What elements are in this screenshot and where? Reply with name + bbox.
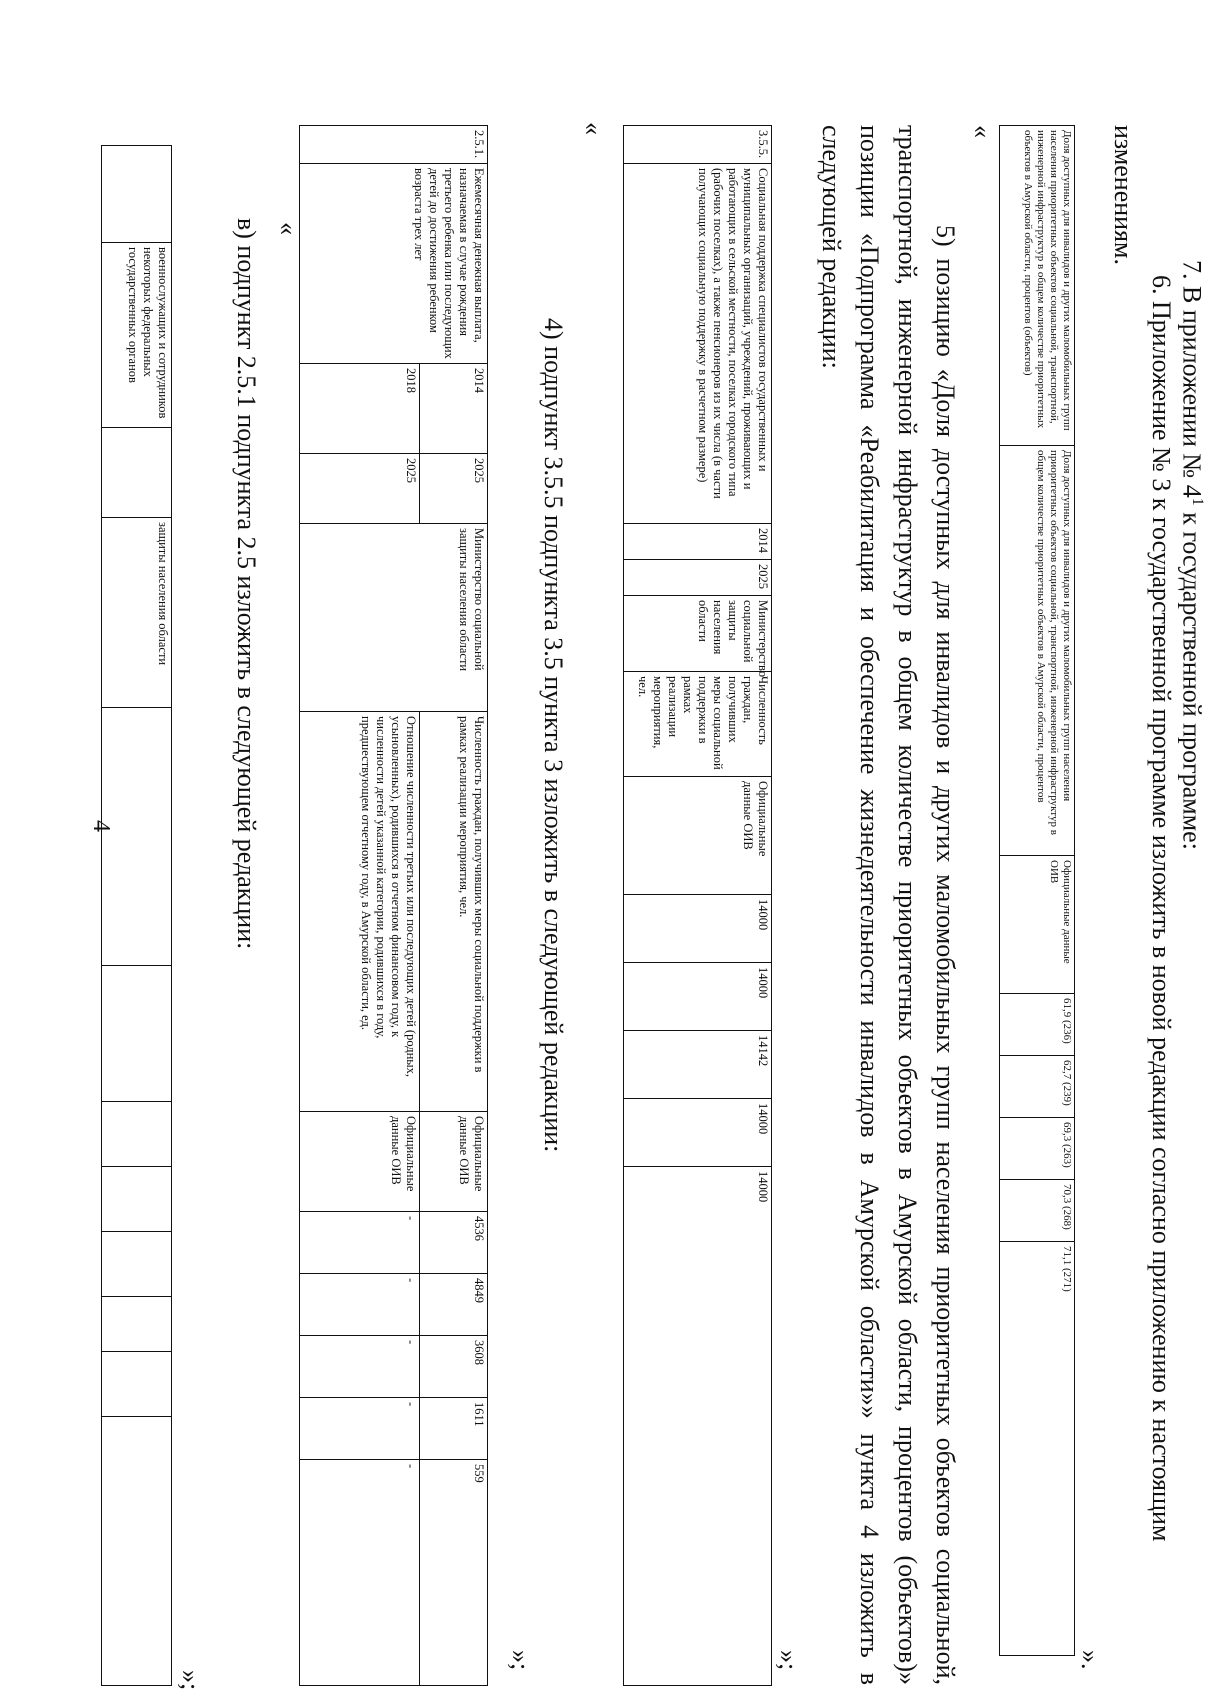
end-mark-251: »; xyxy=(506,1650,535,1671)
item-v-text: в) подпункт 2.5.1 подпункта 2.5 изложить в следующей редакции: xyxy=(232,218,261,950)
item-4-text: 4) подпункт 3.5.5 подпункта 3.5 пункта 3 изложить в следующей редакции: xyxy=(539,318,568,1153)
value: 69,3 (263) xyxy=(1000,1118,1075,1180)
item-5-text xyxy=(812,125,964,1685)
value: 62,7 (239) xyxy=(1000,1056,1075,1118)
value: 61,9 (236) xyxy=(1000,994,1075,1056)
start-year: 2018 xyxy=(300,364,420,454)
value: 559 xyxy=(420,1460,488,1686)
item-5-open-quote: « xyxy=(968,125,997,138)
cell xyxy=(102,1297,172,1352)
item-7-text xyxy=(1172,260,1216,850)
end-mark-top: »; xyxy=(176,1670,205,1691)
indicator: Численность граждан, получивших меры социальной поддержки в рамках реализации мероприятия, чел. xyxy=(420,712,488,1112)
cell xyxy=(102,708,172,966)
end-year: 2025 xyxy=(420,454,488,524)
executor: Министерство социальной защиты населения области xyxy=(624,596,772,672)
cell-personnel: военнослужащих и сотрудников некоторых федеральных государственных органов xyxy=(102,243,172,428)
value: - xyxy=(300,1398,420,1460)
cell xyxy=(102,1417,172,1686)
table-251 xyxy=(299,125,488,1686)
executor: Министерство социальной защиты населения области xyxy=(300,524,488,712)
value: - xyxy=(300,1336,420,1398)
value: - xyxy=(300,1212,420,1274)
item-5-content: 5) позицию «Доля доступных для инвалидов и других маломобильных групп населения приоритетных объектов социальной, транспортной, инженерной инфраструктур в общем количестве приоритетных объектов в Амурской области, процентов (объектов)» позиции «Подпрограмма «Реабилитация и обеспечение жизнедеятельности инвалидов в Амурской области»» пункта 4 изложить в следующей редакции: xyxy=(817,125,960,1685)
value: 4536 xyxy=(420,1212,488,1274)
value: 14000 xyxy=(624,963,772,1031)
cell xyxy=(102,966,172,1102)
end-year: 2025 xyxy=(624,560,772,596)
value: 70,3 (268) xyxy=(1000,1180,1075,1242)
value: - xyxy=(300,1274,420,1336)
start-year: 2014 xyxy=(624,524,772,560)
value: 3608 xyxy=(420,1336,488,1398)
indicator: Отношение численности третьих или последующих детей (родных, усыновленных), родившихся в отчетном финансовом году, к численности детей указанной категории, родившихся в году, предшествующем отчетному году, в Амурской области, ед. xyxy=(300,712,420,1112)
item-v-open-quote: « xyxy=(274,222,303,235)
source: Официальные данные ОИВ xyxy=(624,777,772,895)
value: - xyxy=(300,1460,420,1686)
item-6-text: 6. Приложение № 3 к государственной программе изложить в новой редакции согласно приложению к настоящим изменениям. xyxy=(1109,125,1176,1542)
item-7-before: 7. В приложении № 4 xyxy=(1177,260,1207,498)
end-year: 2025 xyxy=(300,454,420,524)
cell xyxy=(102,146,172,243)
item-4-open-quote: « xyxy=(579,122,608,135)
measure-name: Ежемесячная денежная выплата, назначаемая в случае рождения третьего ребенка или последующих детей до достижения ребенком возраста трех лет xyxy=(300,164,488,364)
end-mark-5: ». xyxy=(1076,1650,1105,1670)
indicator-name: Доля доступных для инвалидов и других маломобильных групп населения приоритетных объектов социальной, транспортной, инженерной инфраструктур в общем количестве приоритетных объектов в Амурской области, процентов xyxy=(1000,446,1075,856)
source: Официальные данные ОИВ xyxy=(300,1112,420,1212)
top-table xyxy=(101,145,172,1686)
indicator-name: Доля доступных для инвалидов и других маломобильных групп населения приоритетных объектов социальной, транспортной, инженерной инфраструктур в общем количестве приоритетных объектов в Амурской области, процентов (объектов) xyxy=(1000,126,1075,446)
value: 71,1 (271) xyxy=(1000,1242,1075,1656)
source: Официальные данные ОИВ xyxy=(1000,856,1075,994)
cell xyxy=(102,1352,172,1417)
end-mark-355: »; xyxy=(774,1650,803,1671)
start-year: 2014 xyxy=(420,364,488,454)
page-number: 4 xyxy=(88,820,114,832)
table-355 xyxy=(623,125,772,1686)
value: 4849 xyxy=(420,1274,488,1336)
row-number: 3.5.5. xyxy=(624,126,772,164)
value: 14000 xyxy=(624,895,772,963)
row-number: 2.5.1. xyxy=(300,126,488,164)
item-7-sup: 1 xyxy=(1189,497,1206,506)
value: 14142 xyxy=(624,1031,772,1099)
source: Официальные данные ОИВ xyxy=(420,1112,488,1212)
value: 14000 xyxy=(624,1099,772,1167)
measure-name: Социальная поддержка специалистов государственных и муниципальных организаций, учреждений, проживающих и работающих в сельской местности, поселках городского типа (рабочих поселках), а также пенсионеров из их числа (в части получающих социальную поддержку в расчетном размере) xyxy=(624,164,772,524)
value: 14000 xyxy=(624,1167,772,1686)
cell xyxy=(102,1232,172,1297)
indicator: Численность граждан, получивших меры социальной поддержки в рамках реализации мероприятия, чел. xyxy=(624,672,772,777)
cell-ministry: защиты населения области xyxy=(102,518,172,708)
cell xyxy=(102,428,172,518)
value: 1611 xyxy=(420,1398,488,1460)
table-5 xyxy=(999,125,1075,1656)
cell xyxy=(102,1102,172,1167)
item-7-after: к государственной программе: xyxy=(1177,505,1207,850)
cell xyxy=(102,1167,172,1232)
